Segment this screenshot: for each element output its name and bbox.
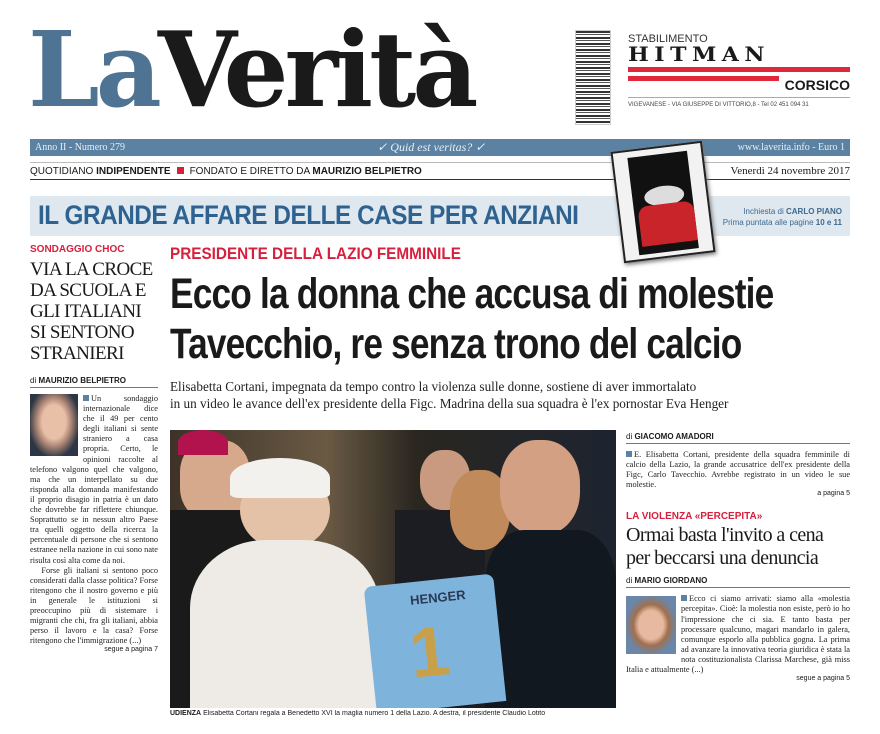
right-headline: Ormai basta l'invito a cena per beccarsi una denuncia [626,524,824,570]
top-banner[interactable]: IL GRANDE AFFARE DELLE CASE PER ANZIANI Inchiesta di CARLO PIANO Prima puntata alle pagine 10 e 11 [30,196,850,236]
shirt-number: 1 [406,611,453,693]
bullet-icon [83,395,89,401]
right-articles[interactable]: di GIACOMO AMADORI E. Elisabetta Cortani, presidente della squadra femminile di calcio della Lazio, la grande accusatrice dell'ex presidente della Figc, Carlo Tavecchio. Avrebbe registrato in un video le sue molestie. a pagina 5 LA VIOLENZA «PERCEPITA» Ormai basta l'invito a cena per beccarsi una denuncia di MARIO GIORDANO Ecco ci siamo arrivati: siamo alla «molestia percepita». Cioè: la molestia non esiste, però io ho l'impressione che ci sia. E tanto basta per processare qualcuno, magari mandarlo in galera, comunque esporlo alla pubblica gogna. La prima ad avanzare la innovativa teoria giuridica è stata la nota costituzionalista Clarissa Marchese, già miss Italia e attualmente (...) segue a pagina 5 [626,432,850,683]
newspaper-logo: LaVerità [28,8,475,131]
byline: di GIACOMO AMADORI [626,432,850,444]
main-headline: Ecco la donna che accusa di molestie [170,270,774,318]
bullet-icon [626,451,632,457]
main-photo [170,430,616,708]
main-headline: Tavecchio, re senza trono del calcio [170,320,742,368]
issue-bar: Anno II - Numero 279 ✓ Quid est veritas? ✓ www.laverita.info - Euro 1 [30,139,850,156]
barcode [575,30,611,125]
author-portrait [626,596,676,654]
byline: di MAURIZIO BELPIETRO [30,376,158,388]
left-article[interactable]: SONDAGGIO CHOC VIA LA CROCE DA SCUOLA E GLI ITALIANI SI SENTONO STRANIERI di MAURIZIO BELPIETRO Un sondaggio internazionale dice che il 49 per cento degli italiani si sente straniero a casa propria. Certo, le opinioni raccolte al telefono valgono quel che valgono, ma che un interpellato su due risponda alla domanda manifestando il proprio disagio in patria è un dato che dovrebbe far riflettere chiunque. Soprattutto se in nessun altro Paese tra quelli oggetto della ricerca la percentuale di persone che si sentono estranee nella nazione in cui sono nate risulta così alta come da noi. Forse gli italiani si sentono poco considerati dalla classe politica? Forse ritengono che il nostro governo e più in generale le istituzioni si preoccupino più di sistemare i migranti che chi, fra gli italiani, abbia perso il lavoro e la casa? Forse ritengono che l'immigrazione (...) segue a pagina 7 [30,244,158,654]
date: Venerdì 24 novembre 2017 [730,165,850,177]
main-article[interactable]: PRESIDENTE DELLA LAZIO FEMMINILE Ecco la donna che accusa di molestie Tavecchio, re senza trono del calcio Elisabetta Cortani, impegnata da tempo contro la violenza sulle donne, sostiene di aver immortalato in un video le avance dell'ex presidente della Figc. Madrina della sua squadra è l'ex pornostar Eva Henger [170,244,774,411]
left-headline: VIA LA CROCE DA SCUOLA E GLI ITALIANI SI SENTONO STRANIERI [30,259,153,364]
shirt-name: HENGER [409,587,467,608]
byline: di MARIO GIORDANO [626,576,850,588]
red-square-icon [177,167,184,174]
author-portrait [30,394,78,456]
ad-stripe [628,67,850,72]
photo-caption: UDIENZA Elisabetta Cortani regala a Benedetto XVI la maglia numero 1 della Lazio. A destra, il presidente Claudio Lotito [170,710,546,717]
advertisement: STABILIMENTO HITMAN CORSICO VIGEVANESE - VIA GIUSEPPE DI VITTORIO,8 - Tel 02 451 094 31 [628,33,850,108]
tagline: QUOTIDIANO INDIPENDENTE FONDATO E DIRETTO DA MAURIZIO BELPIETRO Venerdì 24 novembre 2017 [30,162,850,180]
bullet-icon [681,595,687,601]
